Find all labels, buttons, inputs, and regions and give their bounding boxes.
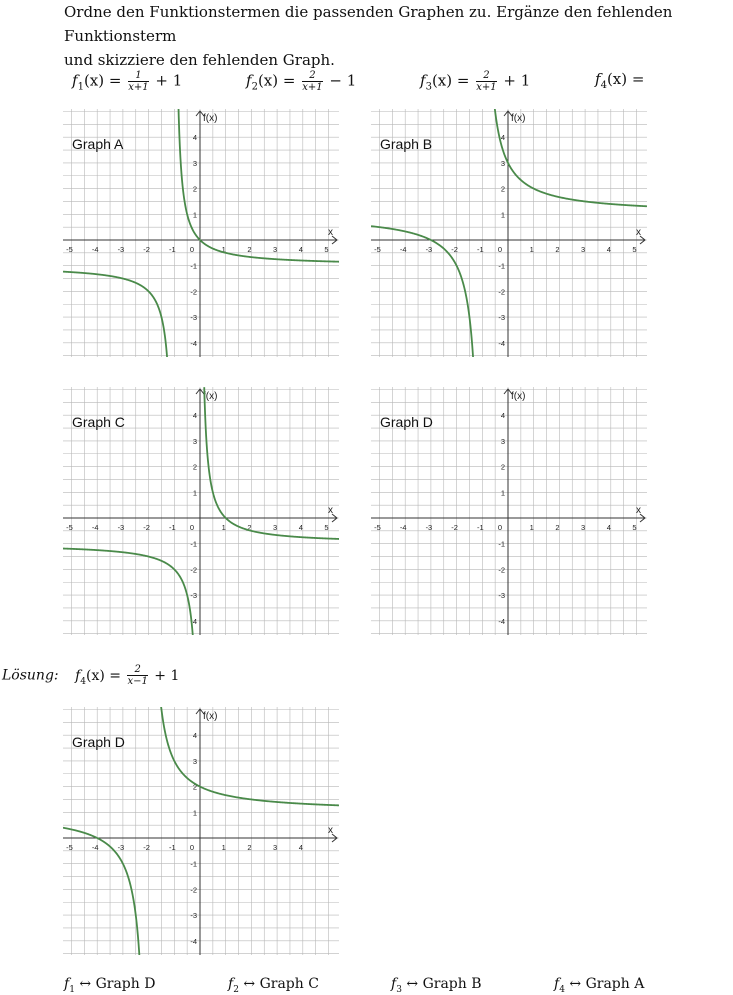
- y-tick-label: -3: [498, 313, 505, 323]
- y-tick-label: 1: [192, 808, 197, 818]
- x-tick-label: 2: [247, 843, 252, 852]
- x-tick-label: 2: [247, 523, 252, 532]
- fraction-numerator: 1: [128, 70, 148, 82]
- x-tick-label: -4: [399, 523, 407, 532]
- fraction-numerator: 2: [302, 70, 322, 82]
- x-tick-label: -1: [476, 245, 484, 254]
- x-axis-label: x: [636, 227, 641, 238]
- graph-c: [63, 387, 339, 635]
- x-tick-label: 5: [324, 245, 329, 254]
- y-tick-label: -3: [190, 911, 197, 921]
- y-tick-label: -1: [498, 539, 505, 549]
- match-graph: Graph B: [422, 976, 482, 992]
- y-tick-label: 1: [192, 488, 197, 498]
- match-f3: [391, 976, 482, 995]
- x-tick-label: -2: [451, 245, 458, 254]
- function-index: 4: [600, 80, 607, 91]
- x-tick-label: -3: [117, 245, 125, 254]
- y-tick-label: -2: [498, 287, 505, 297]
- y-tick-label: 3: [500, 436, 505, 446]
- fraction: [476, 70, 496, 93]
- match-fname: f: [391, 976, 397, 992]
- x-tick-label: -3: [117, 523, 125, 532]
- match-f1: [64, 976, 155, 995]
- y-tick-label: -2: [498, 565, 505, 575]
- match-fname: f: [64, 976, 70, 992]
- x-tick-label: 2: [555, 523, 560, 532]
- x-tick-label: -4: [399, 245, 407, 254]
- match-graph: Graph A: [585, 976, 645, 992]
- match-fname: f: [228, 976, 234, 992]
- coordinate-grid: [63, 109, 339, 357]
- fraction-numerator: 2: [127, 664, 147, 676]
- coordinate-grid: [63, 387, 339, 635]
- function-f1: [72, 70, 182, 93]
- function-arg: (x) =: [606, 70, 645, 88]
- function-curve: [63, 828, 140, 955]
- x-tick-label: 3: [581, 523, 586, 532]
- x-tick-label: -5: [374, 245, 381, 254]
- y-tick-label: 4: [500, 133, 505, 143]
- function-f3: [420, 70, 530, 93]
- function-name: f: [595, 70, 601, 88]
- graph-title: Graph D: [72, 734, 125, 750]
- function-name: f: [246, 71, 252, 90]
- x-axis-label: x: [328, 825, 333, 836]
- function-arg: (x) =: [431, 71, 470, 90]
- match-index: 4: [559, 984, 565, 995]
- graph-title: Graph C: [72, 414, 125, 430]
- fraction-denominator: x−1: [127, 676, 148, 687]
- coordinate-grid: [371, 109, 647, 357]
- function-rest: + 1: [154, 667, 180, 684]
- x-tick-label: -5: [66, 523, 73, 532]
- x-tick-label: -1: [168, 843, 176, 852]
- x-tick-label: 0: [497, 245, 503, 254]
- function-index: 4: [80, 676, 86, 687]
- graph-title: Graph B: [380, 136, 433, 152]
- y-tick-label: -2: [190, 565, 197, 575]
- y-axis-label: f(x): [511, 391, 526, 402]
- y-axis-label: f(x): [203, 391, 218, 402]
- x-axis-label: x: [636, 505, 641, 516]
- x-tick-label: 4: [298, 843, 303, 852]
- graph-d: [371, 387, 647, 635]
- x-tick-label: -1: [168, 523, 176, 532]
- y-tick-label: 4: [192, 731, 197, 741]
- y-tick-label: -1: [190, 261, 197, 271]
- y-tick-label: 2: [192, 782, 197, 792]
- x-tick-label: 1: [221, 245, 226, 254]
- instruction-line-1: Ordne den Funktionstermen die passenden Graphen zu. Ergänze den fehlenden Funktionsterm: [64, 3, 673, 45]
- y-tick-label: 4: [192, 411, 197, 421]
- x-tick-label: 2: [247, 245, 252, 254]
- x-tick-label: 1: [529, 523, 534, 532]
- instruction-line-2: und skizziere den fehlenden Graph.: [64, 51, 335, 69]
- graph-d-solution: [63, 707, 339, 955]
- y-tick-label: 4: [192, 133, 197, 143]
- x-tick-label: 2: [555, 245, 560, 254]
- function-curve: [63, 272, 168, 357]
- y-tick-label: -3: [190, 591, 197, 601]
- function-index: 2: [251, 81, 258, 93]
- y-tick-label: -4: [190, 616, 197, 626]
- match-f2: [228, 976, 319, 995]
- function-arg: (x) =: [257, 71, 296, 90]
- x-tick-label: 4: [298, 245, 303, 254]
- y-axis-label: f(x): [203, 113, 218, 124]
- function-index: 3: [425, 81, 432, 93]
- x-tick-label: -1: [168, 245, 176, 254]
- function-f2: [246, 70, 356, 93]
- y-tick-label: -3: [498, 591, 505, 601]
- function-f4: [595, 70, 644, 91]
- match-arrow: ↔: [406, 976, 419, 992]
- x-tick-label: -2: [143, 523, 150, 532]
- fraction: [302, 70, 322, 93]
- x-tick-label: -2: [143, 245, 150, 254]
- y-tick-label: -1: [498, 261, 505, 271]
- match-arrow: ↔: [243, 976, 256, 992]
- x-tick-label: 0: [189, 523, 195, 532]
- fraction-denominator: x+1: [128, 82, 149, 93]
- x-tick-label: 0: [189, 245, 195, 254]
- y-tick-label: 2: [500, 184, 505, 194]
- fraction-denominator: x+1: [302, 82, 323, 93]
- x-tick-label: -2: [451, 523, 458, 532]
- match-f4: [554, 976, 644, 995]
- function-rest: + 1: [503, 71, 531, 90]
- solution-f4: [75, 664, 180, 687]
- x-tick-label: -1: [476, 523, 484, 532]
- y-tick-label: -2: [190, 885, 197, 895]
- instruction: [64, 0, 733, 72]
- x-tick-label: 0: [497, 523, 503, 532]
- x-axis-label: x: [328, 505, 333, 516]
- match-index: 1: [69, 984, 75, 995]
- solution-line: [2, 664, 179, 687]
- y-axis-label: f(x): [203, 711, 218, 722]
- function-name: f: [420, 71, 426, 90]
- y-tick-label: 3: [192, 756, 197, 766]
- y-tick-label: -3: [190, 313, 197, 323]
- match-graph: Graph C: [259, 976, 319, 992]
- x-tick-label: -5: [66, 843, 73, 852]
- y-tick-label: -2: [190, 287, 197, 297]
- y-axis-label: f(x): [511, 113, 526, 124]
- x-tick-label: 4: [606, 523, 611, 532]
- y-tick-label: 4: [500, 411, 505, 421]
- x-tick-label: 4: [298, 523, 303, 532]
- solution-label: Lösung:: [2, 667, 59, 684]
- x-tick-label: -3: [117, 843, 125, 852]
- x-tick-label: -3: [425, 245, 433, 254]
- y-tick-label: 2: [192, 462, 197, 472]
- y-tick-label: 2: [500, 462, 505, 472]
- x-tick-label: 3: [273, 843, 278, 852]
- fraction-denominator: x+1: [476, 82, 497, 93]
- y-tick-label: -4: [190, 936, 197, 946]
- x-tick-label: 1: [221, 523, 226, 532]
- graph-title: Graph A: [72, 136, 124, 152]
- x-tick-label: 5: [632, 245, 637, 254]
- function-index: 1: [77, 81, 84, 93]
- y-tick-label: -1: [190, 539, 197, 549]
- function-curve: [63, 549, 194, 635]
- function-rest: − 1: [329, 71, 357, 90]
- function-curve: [204, 387, 339, 539]
- function-arg: (x) =: [86, 667, 121, 684]
- y-tick-label: -4: [498, 338, 505, 348]
- coordinate-grid: [371, 387, 647, 635]
- y-tick-label: -4: [190, 338, 197, 348]
- x-tick-label: 4: [606, 245, 611, 254]
- match-arrow: ↔: [79, 976, 92, 992]
- x-tick-label: 1: [221, 843, 226, 852]
- y-tick-label: 1: [500, 488, 505, 498]
- x-tick-label: 1: [529, 245, 534, 254]
- match-fname: f: [554, 976, 560, 992]
- fraction: [128, 70, 148, 93]
- y-tick-label: -4: [498, 616, 505, 626]
- x-tick-label: -2: [143, 843, 150, 852]
- x-tick-label: -4: [91, 523, 99, 532]
- match-graph: Graph D: [95, 976, 156, 992]
- y-tick-label: 1: [500, 210, 505, 220]
- x-tick-label: 5: [632, 523, 637, 532]
- x-tick-label: 3: [581, 245, 586, 254]
- y-tick-label: -1: [190, 859, 197, 869]
- match-arrow: ↔: [569, 976, 582, 992]
- y-tick-label: 3: [192, 158, 197, 168]
- match-index: 3: [396, 984, 402, 995]
- fraction-numerator: 2: [476, 70, 496, 82]
- x-tick-label: -5: [66, 245, 73, 254]
- fraction: [127, 664, 147, 687]
- function-name: f: [75, 667, 81, 684]
- function-rest: + 1: [155, 71, 183, 90]
- function-curve: [178, 109, 339, 262]
- y-tick-label: 1: [192, 210, 197, 220]
- graph-b: [371, 109, 647, 357]
- graph-a: [63, 109, 339, 357]
- coordinate-grid: [63, 707, 339, 955]
- x-tick-label: 3: [273, 523, 278, 532]
- y-tick-label: 3: [500, 158, 505, 168]
- x-axis-label: x: [328, 227, 333, 238]
- graph-title: Graph D: [380, 414, 433, 430]
- x-tick-label: 3: [273, 245, 278, 254]
- x-tick-label: -5: [374, 523, 381, 532]
- x-tick-label: -4: [91, 245, 99, 254]
- match-index: 2: [233, 984, 239, 995]
- function-name: f: [72, 71, 78, 90]
- x-tick-label: -4: [91, 843, 99, 852]
- y-tick-label: 3: [192, 436, 197, 446]
- function-arg: (x) =: [83, 71, 122, 90]
- y-tick-label: 2: [192, 184, 197, 194]
- x-tick-label: -3: [425, 523, 433, 532]
- x-tick-label: 5: [324, 523, 329, 532]
- x-tick-label: 0: [189, 843, 195, 852]
